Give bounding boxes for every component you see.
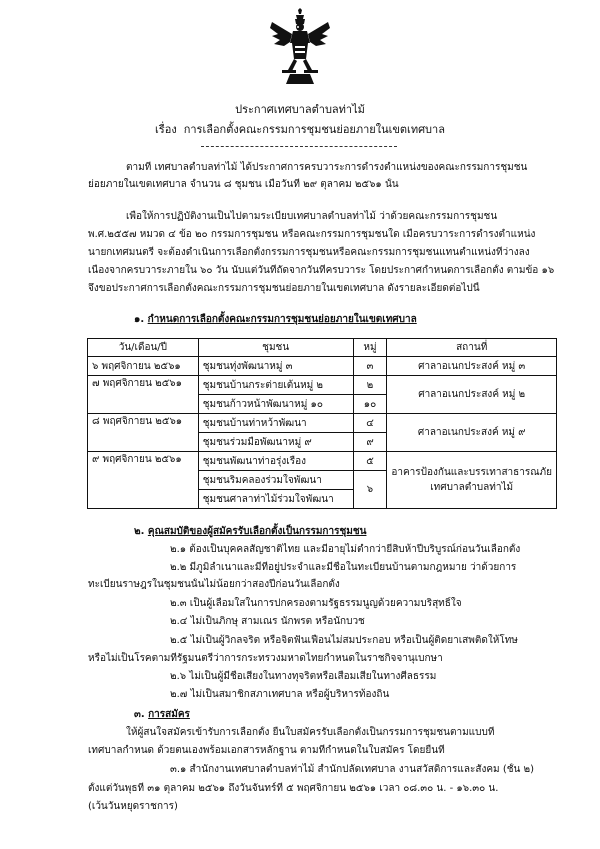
cell-date: ๘ พฤศจิกายน ๒๕๖๑ [88, 414, 199, 452]
qualification-item: ๒.๓ เป็นผู้เลื่อมใสในการปกครองตามรัฐธรรมนูญด้วยความบริสุทธิ์ใจ [170, 598, 462, 609]
qualification-item: ๒.๕ ไม่เป็นผู้วิกลจริต หรือจิตฟั่นเฟือนไม่สมประกอบ หรือเป็นผู้ติดยาเสพติดให้โทษ [170, 635, 518, 646]
qualification-item: ๒.๗ ไม่เป็นสมาชิกสภาเทศบาล หรือผู้บริหารท้องถิ่น [170, 689, 390, 700]
table-row [88, 414, 557, 433]
intro-p1-line2: ย่อยภายในเขตเทศบาล จำนวน ๘ ชุมชน เมื่อวันที่ ๒๙ ตุลาคม ๒๕๖๑ นั้น [88, 179, 399, 190]
qualification-item: ๒.๖ ไม่เป็นผู้มีชื่อเสียงในทางทุจริตหรือเสื่อมเสียในทางศีลธรรม [170, 671, 437, 682]
section2-heading [134, 524, 366, 539]
cell-place [387, 452, 557, 509]
place-line1: อาคารป้องกันและบรรเทาสาธารณภัย [391, 467, 552, 478]
announcement-subject [0, 120, 600, 138]
cell-date: ๖ พฤศจิกายน ๒๕๖๑ [88, 357, 199, 376]
table-row [88, 376, 557, 395]
title-divider [201, 146, 397, 147]
section3-title: การสมัคร [148, 709, 190, 720]
col-place: สถานที่ [387, 339, 557, 357]
cell-village: ๕ [353, 452, 387, 471]
intro-p2-line4: เนื่องจากครบวาระภายใน ๖๐ วัน นับแต่วันที่ถัดจากวันที่ครบวาระ โดยประกาศกำหนดการเลือกตั้ง ตามข้อ ๑๖ [88, 265, 555, 276]
application-p-line1: ให้ผู้สนใจสมัครเข้ารับการเลือกตั้ง ยื่นใบสมัครรับเลือกตั้งเป็นกรรมการชุมชนตามแบบที่ [126, 727, 495, 738]
col-community: ชุมชน [198, 339, 353, 357]
table-row [88, 452, 557, 471]
cell-village: ๒ [353, 376, 387, 395]
announcement-title: ประกาศเทศบาลตำบลท่าไม้ [235, 103, 365, 116]
cell-place: ศาลาอเนกประสงค์ หมู่ ๙ [387, 414, 557, 452]
election-schedule-table [87, 338, 557, 509]
intro-p2-line3: นายกเทศมนตรี จะต้องดำเนินการเลือกตั้งกรรมการชุมชนหรือคณะกรรมการชุมชนแทนตำแหน่งที่ว่างลง [88, 247, 530, 258]
qualification-item: ๒.๒ มีภูมิลำเนาและมีที่อยู่ประจำและมีชื่อในทะเบียนบ้านตามกฎหมาย ว่าด้วยการ [170, 562, 517, 573]
cell-date: ๗ พฤศจิกายน ๒๕๖๑ [88, 376, 199, 414]
cell-community: ชุมชนริมคลองร่วมใจพัฒนา [198, 471, 353, 490]
cell-community: ชุมชนร่วมมือพัฒนาหมู่ ๙ [198, 433, 353, 452]
cell-place: ศาลาอเนกประสงค์ หมู่ ๒ [387, 376, 557, 414]
garuda-emblem-icon [268, 8, 332, 88]
application-item: ๓.๑ สำนักงานเทศบาลตำบลท่าไม้ สำนักปลัดเทศบาล งานสวัสดิการและสังคม (ชั้น ๒) [170, 764, 535, 775]
application-p-line2: เทศบาลกำหนด ด้วยตนเองพร้อมเอกสารหลักฐาน ตามที่กำหนดในใบสมัคร โดยยื่นที่ [88, 745, 445, 756]
cell-community: ชุมชนพัฒนาท่าอรุ่งเรือง [198, 452, 353, 471]
col-date: วัน/เดือน/ปี [88, 339, 199, 357]
section3-heading [134, 707, 190, 722]
qualification-item: ๒.๑ ต้องเป็นบุคคลสัญชาติไทย และมีอายุไม่ต่ำกว่ายี่สิบห้าปีบริบูรณ์ก่อนวันเลือกตั้ง [170, 544, 521, 555]
cell-date: ๙ พฤศจิกายน ๒๕๖๑ [88, 452, 199, 509]
subject-label: เรื่อง [155, 123, 177, 136]
col-village: หมู่ [353, 339, 387, 357]
cell-community: ชุมชนทุ่งพัฒนาหมู่ ๓ [198, 357, 353, 376]
intro-p2-line2: พ.ศ.๒๕๕๗ หมวด ๔ ข้อ ๒๐ กรรมการชุมชน หรือคณะกรรมการชุมชนใด เมื่อครบวาระการดำรงตำแหน่ง [88, 229, 536, 240]
cell-place: ศาลาอเนกประสงค์ หมู่ ๓ [387, 357, 557, 376]
section3-number: ๓. [134, 709, 145, 720]
qualification-item-cont: ทะเบียนราษฎรในชุมชนนั้นไม่น้อยกว่าสองปีก่อนวันเลือกตั้ง [88, 579, 340, 590]
cell-community: ชุมชนบ้านกระต่ายเต้นหมู่ ๒ [198, 376, 353, 395]
application-item-cont: ตั้งแต่วันพุธที่ ๓๑ ตุลาคม ๒๕๖๑ ถึงวันจันทร์ที่ ๕ พฤศจิกายน ๒๕๖๑ เวลา ๐๘.๓๐ น. - ๑๖.๓๐ น. [88, 783, 499, 794]
intro-p2-line5: จึงขอประกาศการเลือกตั้งคณะกรรมการชุมชนย่อยภายในเขตเทศบาล ดังรายละเอียดต่อไปนี้ [88, 283, 480, 294]
intro-p2-line1: เพื่อให้การปฏิบัติงานเป็นไปตามระเบียบเทศบาลตำบลท่าไม้ ว่าด้วยคณะกรรมการชุมชน [126, 211, 498, 222]
qualification-item-cont: หรือไม่เป็นโรคตามที่รัฐมนตรีว่าการกระทรวงมหาดไทยกำหนดในราชกิจจานุเบกษา [88, 653, 443, 664]
qualification-item: ๒.๔ ไม่เป็นภิกษุ สามเณร นักพรต หรือนักบวช [170, 616, 365, 627]
section1-heading [134, 312, 417, 327]
cell-community: ชุมชนศาลาท่าไม้ร่วมใจพัฒนา [198, 490, 353, 509]
intro-p1-line1: ตามที่ เทศบาลตำบลท่าไม้ ได้ประกาศการครบวาระการดำรงตำแหน่งของคณะกรรมการชุมชน [126, 162, 528, 173]
cell-village: ๖ [353, 471, 387, 509]
subject-text: การเลือกตั้งคณะกรรมการชุมชนย่อยภายในเขตเทศบาล [183, 123, 445, 136]
section2-number: ๒. [134, 526, 145, 537]
table-header-row [88, 339, 557, 357]
cell-village: ๑๐ [353, 395, 387, 414]
cell-village: ๓ [353, 357, 387, 376]
place-line2: เทศบาลตำบลท่าไม้ [430, 482, 514, 493]
cell-community: ชุมชนก้าวหน้าพัฒนาหมู่ ๑๐ [198, 395, 353, 414]
section1-title: กำหนดการเลือกตั้งคณะกรรมการชุมชนย่อยภายในเขตเทศบาล [147, 314, 417, 325]
section2-title: คุณสมบัติของผู้สมัครรับเลือกตั้งเป็นกรรมการชุมชน [147, 526, 367, 537]
cell-village: ๔ [353, 414, 387, 433]
cell-village: ๙ [353, 433, 387, 452]
application-item-cont: (เว้นวันหยุดราชการ) [88, 801, 178, 812]
section1-number: ๑. [134, 314, 145, 325]
table-row [88, 357, 557, 376]
cell-community: ชุมชนบ้านท่าหว้าพัฒนา [198, 414, 353, 433]
